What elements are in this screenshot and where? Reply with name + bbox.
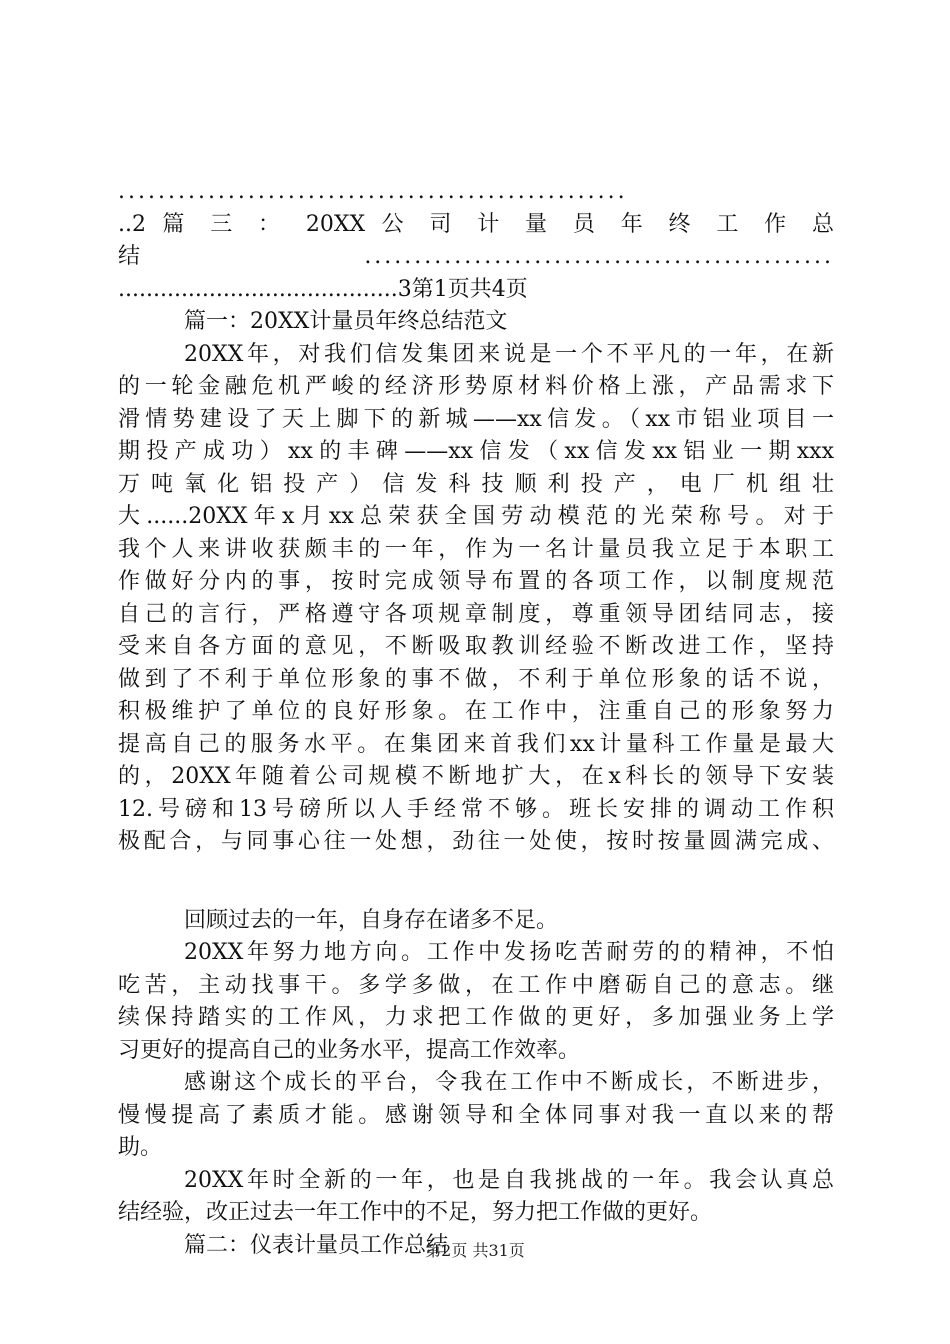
paragraph-line: 期投产成功）xx的丰碑——xx信发（xx信发xx铝业一期xxx: [118, 439, 834, 464]
paragraph-line: 积极维护了单位的良好形象。在工作中，注重自己的形象努力: [118, 699, 834, 724]
paragraph-line: 吃苦，主动找事干。多学多做，在工作中磨砺自己的意志。继: [118, 972, 834, 998]
section-heading: 篇二：仪表计量员工作总结: [184, 1232, 449, 1258]
toc-line: 结...............................................: [118, 244, 834, 269]
paragraph-line: 自己的言行，严格遵守各项规章制度，尊重领导团结同志，接: [118, 601, 834, 627]
paragraph-line: 滑情势建设了天上脚下的新城——xx信发。（xx市铝业项目一: [118, 406, 834, 432]
paragraph-line: 大......20XX年x月xx总荣获全国劳动模范的光荣称号。对于: [118, 504, 834, 529]
document-body: [118, 176, 834, 1262]
paragraph-line: 感谢这个成长的平台，令我在工作中不断成长，不断进步，: [184, 1070, 834, 1095]
paragraph-line: 的，20XX年随着公司规模不断地扩大，在x科长的领导下安装: [118, 764, 834, 789]
paragraph-line: 20XX年努力地方向。工作中发扬吃苦耐劳的的精神，不怕: [184, 940, 834, 965]
paragraph-line: 作做好分内的事，按时完成领导布置的各项工作，以制度规范: [118, 569, 834, 594]
paragraph-line: 万 吨 氧 化 铝 投 产 ） 信 发 科 技 顺 利 投 产 ， 电 厂 机 组 壮: [118, 471, 834, 497]
section-heading: 篇一：20XX计量员年终总结范文: [184, 309, 508, 334]
paragraph-line: 回顾过去的一年，自身存在诸多不足。: [184, 907, 559, 933]
paragraph-line: 的一轮金融危机严峻的经济形势原材料价格上涨，产品需求下: [118, 374, 834, 399]
page-break-gap: [118, 859, 834, 905]
paragraph-line: 助。: [118, 1135, 163, 1160]
paragraph-line: 20XX年，对我们信发集团来说是一个不平凡的一年，在新: [184, 341, 834, 367]
paragraph-line: 20XX年时全新的一年，也是自我挑战的一年。我会认真总: [184, 1167, 834, 1193]
paragraph-line: 习更好的提高自己的业务水平，提高工作效率。: [118, 1037, 581, 1063]
toc-line: ..2 篇 三 ： 20XX 公 司 计 量 员 年 终 工 作 总: [118, 211, 834, 237]
paragraph-line: 提高自己的服务水平。在集团来首我们xx计量科工作量是最大: [118, 731, 834, 757]
toc-line: ...................................................: [118, 179, 628, 204]
paragraph-line: 做到了不利于单位形象的事不做，不利于单位形象的话不说，: [118, 666, 834, 692]
paragraph-line: 结经验，改正过去一年工作中的不足，努力把工作做的更好。: [118, 1200, 713, 1225]
paragraph-line: 受来自各方面的意见，不断吸取教训经验不断改进工作，坚持: [118, 634, 834, 659]
paragraph-line: 12.号磅和13号磅所以人手经常不够。班长安排的调动工作积: [118, 796, 834, 822]
page-footer: 第2页 共31页: [425, 1241, 525, 1260]
paragraph-line: 我个人来讲收获颇丰的一年，作为一名计量员我立足于本职工: [118, 536, 834, 562]
paragraph-line: 续保持踏实的工作风，力求把工作做的更好，多加强业务上学: [118, 1005, 834, 1030]
paragraph-line: 极配合，与同事心往一处想，劲往一处使，按时按量圆满完成、: [118, 829, 834, 854]
toc-line: ........................................3第1页共4页: [118, 276, 528, 302]
paragraph-line: 慢慢提高了素质才能。感谢领导和全体同事对我一直以来的帮: [118, 1102, 834, 1128]
